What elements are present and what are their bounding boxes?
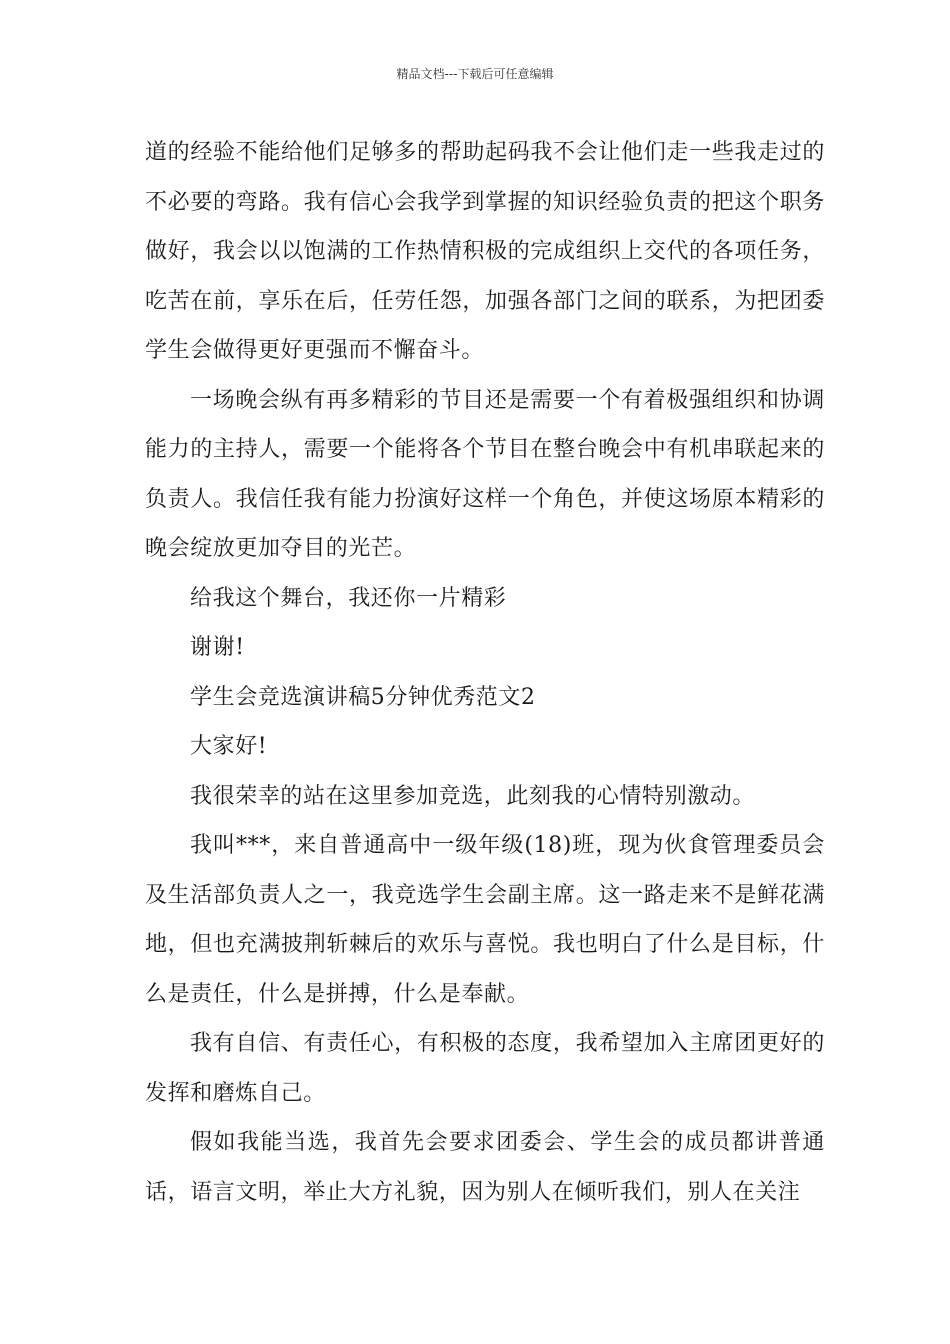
paragraph-confidence: 我有自信、有责任心，有积极的态度，我希望加入主席团更好的发挥和磨炼自己。: [145, 1031, 825, 1106]
paragraph-if-elected: 假如我能当选，我首先会要求团委会、学生会的成员都讲普通话，语言文明，举止大方礼貌，因为别人在倾听我们，别人在关注: [145, 1130, 825, 1205]
page-header: 精品文档---下载后可任意编辑: [396, 67, 554, 81]
paragraph-continuation: 道的经验不能给他们足够多的帮助起码我不会让他们走一些我走过的不必要的弯路。我有信心会我学到掌握的知识经验负责的把这个职务做好，我会以以饱满的工作热情积极的完成组织上交代的各项任务，吃苦在前，享乐在后，任劳任怨，加强各部门之间的联系，为把团委学生会做得更好更强而不懈奋斗。: [145, 140, 825, 363]
paragraph-honored: 我很荣幸的站在这里参加竞选，此刻我的心情特别激动。: [190, 783, 756, 809]
paragraph-gala-host: 一场晚会纵有再多精彩的节目还是需要一个有着极强组织和协调能力的主持人，需要一个能将各个节目在整台晚会中有机串联起来的负责人。我信任我有能力扮演好这样一个角色，并使这场原本精彩的晚会绽放更加夺目的光芒。: [145, 387, 825, 561]
paragraph-thanks: 谢谢!: [190, 635, 245, 660]
paragraph-greeting: 大家好!: [190, 734, 268, 759]
paragraph-stage: 给我这个舞台，我还你一片精彩: [190, 585, 507, 611]
document-body: [145, 128, 825, 1217]
paragraph-introduction: 我叫***，来自普通高中一级年级(18)班，现为伙食管理委员会及生活部负责人之一，我竞选学生会副主席。这一路走来不是鲜花满地，但也充满披荆斩棘后的欢乐与喜悦。我也明白了什么是目标，什么是责任，什么是拼搏，什么是奉献。: [145, 833, 825, 1007]
section-title: 学生会竞选演讲稿5分钟优秀范文2: [190, 684, 536, 710]
